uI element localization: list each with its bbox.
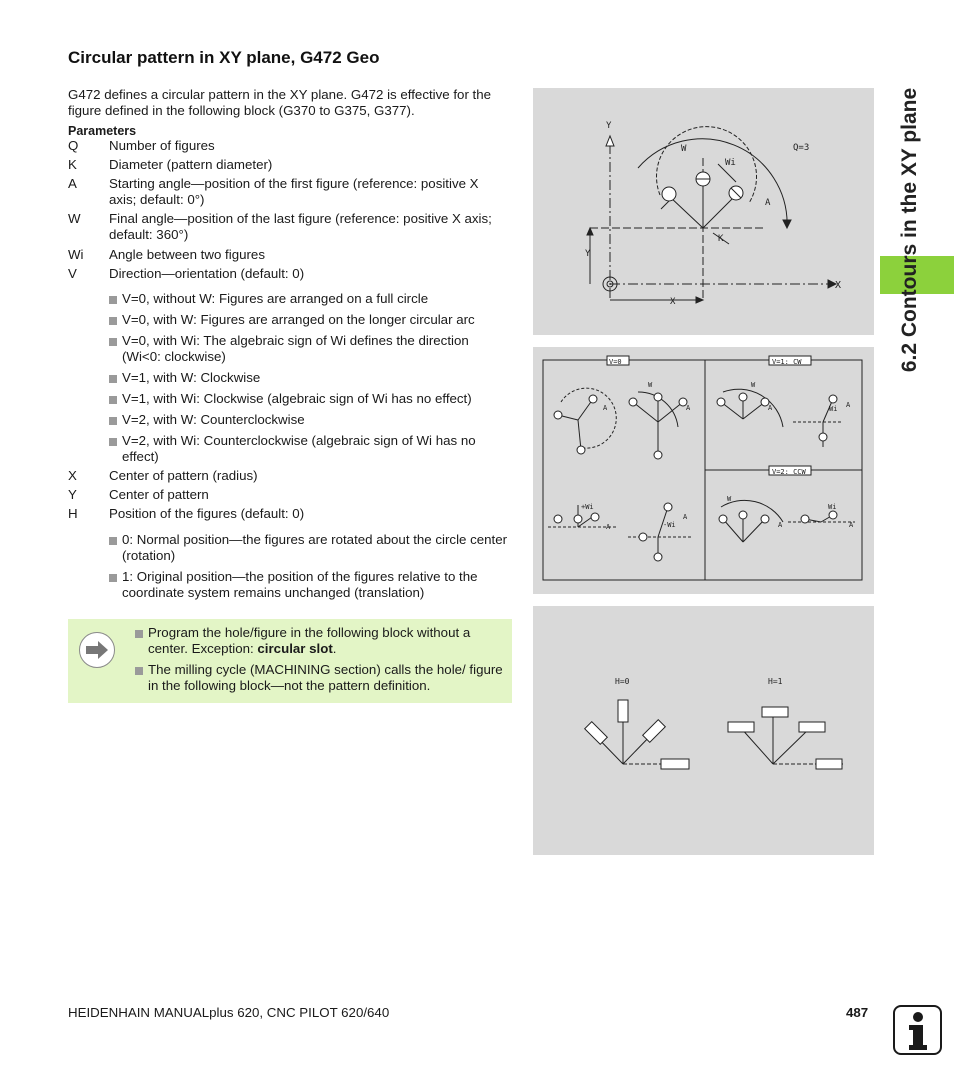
- label-k: K: [718, 234, 724, 244]
- label-x-dim: X: [670, 297, 676, 307]
- label-h1: H=1: [768, 677, 783, 686]
- list-item: 1: Original position—the position of the figures relative to the coordinate system remains unchanged (translation): [109, 569, 509, 601]
- note-item: The milling cycle (MACHINING section) calls the hole/ figure in the following block—not the pattern definition.: [135, 662, 505, 694]
- list-item: V=0, with W: Figures are arranged on the longer circular arc: [109, 312, 509, 328]
- list-item: V=2, with Wi: Counterclockwise (algebraic sign of Wi has no effect): [109, 433, 509, 465]
- section-heading: Circular pattern in XY plane, G472 Geo: [68, 48, 380, 67]
- label-v1: V=1: CW: [772, 358, 802, 366]
- info-icon: [893, 1005, 942, 1055]
- param-row-v: [68, 266, 508, 282]
- label-w: W: [727, 495, 732, 503]
- param-desc: Diameter (pattern diameter): [109, 157, 273, 172]
- param-row-a: [68, 176, 508, 208]
- list-item: 0: Normal position—the figures are rotated about the circle center (rotation): [109, 532, 509, 564]
- intro-paragraph: G472 defines a circular pattern in the XY plane. G472 is effective for the figure defined in the following block (G370 to G375, G377).: [68, 87, 492, 118]
- param-key: A: [68, 176, 77, 191]
- param-key: Wi: [68, 247, 84, 262]
- label-a: A: [606, 523, 611, 531]
- label-a: A: [846, 401, 851, 409]
- label-a: A: [686, 404, 691, 412]
- list-item: V=1, with W: Clockwise: [109, 370, 509, 386]
- label-w: W: [681, 144, 687, 154]
- label-q: Q=3: [793, 143, 810, 153]
- param-desc: Starting angle—position of the first figure (reference: positive X axis; default: 0°): [109, 176, 479, 207]
- param-key: Q: [68, 138, 79, 153]
- list-item: V=2, with W: Counterclockwise: [109, 412, 509, 428]
- param-key: W: [68, 211, 81, 226]
- pattern-diagram-svg: [533, 88, 874, 335]
- param-key: H: [68, 506, 78, 521]
- label-wi: Wi: [828, 503, 837, 511]
- pattern-diagram: [533, 88, 874, 335]
- param-desc: Position of the figures (default: 0): [109, 506, 305, 521]
- page-number: 487: [846, 1005, 869, 1020]
- param-row-q: [68, 138, 508, 154]
- label-a: A: [768, 404, 773, 412]
- param-desc: Angle between two figures: [109, 247, 265, 262]
- param-desc: Final angle—position of the last figure (reference: positive X axis; default: 360°): [109, 211, 492, 242]
- param-key: Y: [68, 487, 77, 502]
- param-key: V: [68, 266, 77, 281]
- label-a: A: [603, 404, 608, 412]
- label-wi: Wi: [725, 158, 736, 168]
- param-desc: Center of pattern (radius): [109, 468, 258, 483]
- param-desc: Number of figures: [109, 138, 215, 153]
- label-plus-wi: +Wi: [581, 503, 594, 511]
- list-item: V=0, without W: Figures are arranged on a full circle: [109, 291, 509, 307]
- direction-diagram: [533, 347, 874, 594]
- label-wi: Wi: [829, 405, 838, 413]
- axis-label-x: X: [835, 280, 842, 291]
- arrow-right-icon: [79, 632, 115, 668]
- label-w: W: [751, 381, 756, 389]
- axis-label-y: Y: [606, 121, 612, 131]
- param-key: X: [68, 468, 77, 483]
- label-a: A: [683, 513, 688, 521]
- label-w: W: [648, 381, 653, 389]
- note-bold-term: circular slot: [257, 641, 333, 656]
- list-item: V=0, with Wi: The algebraic sign of Wi defines the direction (Wi<0: clockwise): [109, 333, 509, 365]
- param-row-k: [68, 157, 508, 173]
- param-row-y: [68, 487, 508, 503]
- label-v2: V=2: CCW: [772, 468, 806, 476]
- label-minus-wi: -Wi: [663, 521, 676, 529]
- note-box: [68, 619, 512, 703]
- param-row-w: [68, 211, 508, 243]
- list-item: V=1, with Wi: Clockwise (algebraic sign of Wi has no effect): [109, 391, 509, 407]
- param-desc: Direction—orientation (default: 0): [109, 266, 305, 281]
- position-diagram: [533, 606, 874, 855]
- parameters-heading: Parameters: [68, 124, 137, 138]
- param-row-x: [68, 468, 508, 484]
- label-y-dim: Y: [585, 249, 591, 259]
- label-a: A: [765, 198, 771, 208]
- position-diagram-svg: [533, 606, 874, 855]
- label-h0: H=0: [615, 677, 630, 686]
- label-a: A: [849, 521, 854, 529]
- note-item: Program the hole/figure in the following block without a center. Exception: circular slot.: [135, 625, 505, 657]
- footer-text: HEIDENHAIN MANUALplus 620, CNC PILOT 620/640: [68, 1005, 390, 1020]
- param-row-wi: [68, 247, 508, 263]
- label-a: A: [778, 521, 783, 529]
- param-row-h: [68, 506, 508, 522]
- direction-diagram-svg: [533, 347, 874, 594]
- chapter-title: 6.2 Contours in the XY plane: [898, 87, 921, 373]
- param-desc: Center of pattern: [109, 487, 209, 502]
- label-v0: V=0: [609, 358, 622, 366]
- param-key: K: [68, 157, 77, 172]
